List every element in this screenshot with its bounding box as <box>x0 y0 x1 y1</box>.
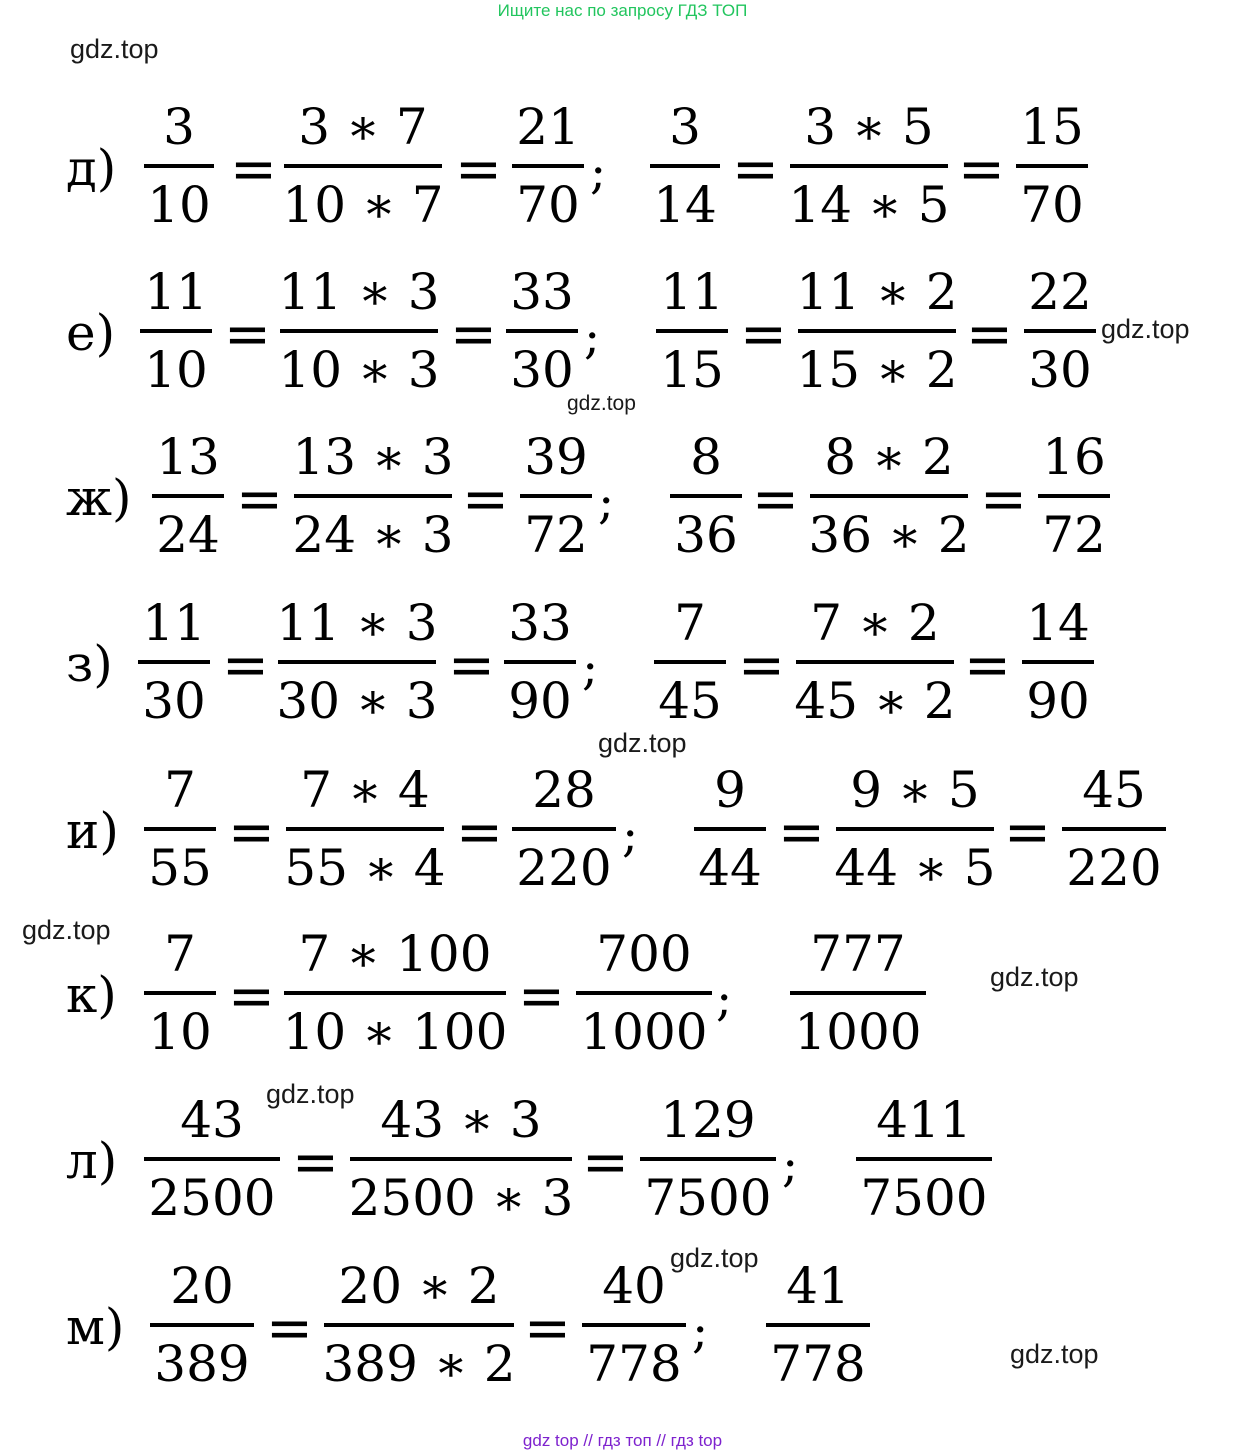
numerator: 13 <box>156 428 220 486</box>
fraction-bar <box>1024 329 1096 333</box>
fraction <box>280 261 438 401</box>
watermark: gdz.top <box>598 728 687 758</box>
equation-row-k <box>0 923 1245 1063</box>
equation-row-i <box>0 759 1245 899</box>
numerator: 8 ∗ 2 <box>824 428 954 486</box>
denominator: 778 <box>586 1335 682 1393</box>
fraction-bar <box>284 164 442 168</box>
fraction-bar <box>796 660 954 664</box>
numerator: 7 <box>164 925 196 983</box>
equals-sign: = <box>228 964 275 1029</box>
denominator: 24 <box>156 506 220 564</box>
equals-sign: = <box>964 633 1011 698</box>
equals-sign: = <box>752 467 799 532</box>
equals-sign: = <box>450 302 497 367</box>
fraction <box>576 923 712 1063</box>
denominator: 36 <box>674 506 738 564</box>
fraction-bar <box>1016 164 1088 168</box>
numerator: 40 <box>602 1257 666 1315</box>
fraction-bar <box>144 827 216 831</box>
denominator: 10 ∗ 3 <box>278 341 440 399</box>
equals-sign: = <box>958 137 1005 202</box>
fraction-bar <box>640 1157 776 1161</box>
equals-sign: = <box>732 137 779 202</box>
semicolon: ; <box>590 144 607 200</box>
numerator: 7 <box>164 761 196 819</box>
numerator: 45 <box>1082 761 1146 819</box>
denominator: 36 ∗ 2 <box>808 506 970 564</box>
numerator: 14 <box>1026 594 1090 652</box>
equals-sign: = <box>456 800 503 865</box>
fraction-bar <box>798 329 956 333</box>
numerator: 411 <box>876 1091 972 1149</box>
fraction-bar <box>582 1323 686 1327</box>
fraction-bar <box>694 827 766 831</box>
row-label: д) <box>66 139 117 197</box>
denominator: 1000 <box>580 1003 708 1061</box>
fraction <box>284 96 442 236</box>
fraction-bar <box>810 494 968 498</box>
denominator: 44 <box>698 839 762 897</box>
equals-sign: = <box>582 1130 629 1195</box>
fraction <box>284 923 506 1063</box>
denominator: 10 <box>148 1003 212 1061</box>
row-label: м) <box>66 1298 125 1356</box>
numerator: 700 <box>596 925 692 983</box>
denominator: 10 <box>144 341 208 399</box>
denominator: 7500 <box>860 1169 988 1227</box>
top-banner[interactable]: Ищите нас по запросу ГДЗ ТОП <box>497 1 748 20</box>
numerator: 11 <box>142 594 206 652</box>
numerator: 22 <box>1028 263 1092 321</box>
fraction-bar <box>512 827 616 831</box>
semicolon: ; <box>782 1137 799 1193</box>
fraction <box>640 1089 776 1229</box>
fraction <box>790 923 926 1063</box>
denominator: 30 <box>510 341 574 399</box>
denominator: 2500 <box>148 1169 276 1227</box>
equals-sign: = <box>966 302 1013 367</box>
equals-sign: = <box>778 800 825 865</box>
equals-sign: = <box>738 633 785 698</box>
fraction <box>1016 96 1088 236</box>
equals-sign: = <box>980 467 1027 532</box>
denominator: 7500 <box>644 1169 772 1227</box>
fraction <box>790 96 948 236</box>
denominator: 14 ∗ 5 <box>788 176 950 234</box>
equation-row-z <box>0 592 1245 732</box>
row-label: з) <box>66 635 113 693</box>
numerator: 43 ∗ 3 <box>380 1091 542 1149</box>
numerator: 3 <box>669 98 701 156</box>
fraction-bar <box>286 827 444 831</box>
numerator: 7 ∗ 100 <box>298 925 492 983</box>
numerator: 7 <box>674 594 706 652</box>
numerator: 13 ∗ 3 <box>292 428 454 486</box>
equals-sign: = <box>448 633 495 698</box>
numerator: 15 <box>1020 98 1084 156</box>
equals-sign: = <box>266 1296 313 1361</box>
denominator: 1000 <box>794 1003 922 1061</box>
fraction <box>144 759 216 899</box>
fraction-bar <box>512 164 584 168</box>
numerator: 33 <box>508 594 572 652</box>
numerator: 11 <box>144 263 208 321</box>
fraction <box>766 1255 870 1395</box>
fraction-bar <box>1062 827 1166 831</box>
fraction <box>856 1089 992 1229</box>
row-label: е) <box>66 304 116 362</box>
numerator: 16 <box>1042 428 1106 486</box>
denominator: 778 <box>770 1335 866 1393</box>
denominator: 72 <box>524 506 588 564</box>
fraction <box>150 1255 254 1395</box>
fraction <box>294 426 452 566</box>
fraction <box>1024 261 1096 401</box>
fraction <box>810 426 968 566</box>
numerator: 20 <box>170 1257 234 1315</box>
numerator: 3 ∗ 5 <box>804 98 934 156</box>
fraction <box>512 759 616 899</box>
equation-row-zh <box>0 426 1245 566</box>
row-label: л) <box>66 1132 118 1190</box>
fraction <box>144 96 214 236</box>
denominator: 10 ∗ 100 <box>282 1003 508 1061</box>
fraction-bar <box>576 991 712 995</box>
denominator: 70 <box>516 176 580 234</box>
watermark: gdz.top <box>266 1079 355 1109</box>
equals-sign: = <box>462 467 509 532</box>
fraction-bar <box>790 164 948 168</box>
numerator: 777 <box>810 925 906 983</box>
fraction <box>656 261 728 401</box>
fraction-bar <box>504 660 576 664</box>
equals-sign: = <box>292 1130 339 1195</box>
fraction <box>138 592 210 732</box>
fraction-bar <box>284 991 506 995</box>
fraction <box>1022 592 1094 732</box>
fraction-bar <box>836 827 994 831</box>
fraction <box>798 261 956 401</box>
fraction-bar <box>766 1323 870 1327</box>
denominator: 90 <box>1026 672 1090 730</box>
fraction-bar <box>144 991 216 995</box>
fraction-bar <box>654 660 726 664</box>
numerator: 11 ∗ 3 <box>276 594 438 652</box>
fraction-bar <box>506 329 578 333</box>
numerator: 41 <box>786 1257 850 1315</box>
watermark: gdz.top <box>990 962 1079 992</box>
denominator: 389 <box>154 1335 250 1393</box>
fraction-bar <box>324 1323 514 1327</box>
fraction-bar <box>140 329 212 333</box>
fraction <box>324 1255 514 1395</box>
watermark: gdz.top <box>567 392 636 415</box>
numerator: 9 ∗ 5 <box>850 761 980 819</box>
semicolon: ; <box>622 807 639 863</box>
denominator: 14 <box>653 176 717 234</box>
denominator: 10 ∗ 7 <box>282 176 444 234</box>
denominator: 2500 ∗ 3 <box>348 1169 574 1227</box>
denominator: 90 <box>508 672 572 730</box>
denominator: 10 <box>147 176 211 234</box>
equals-sign: = <box>455 137 502 202</box>
fraction <box>144 923 216 1063</box>
fraction <box>650 96 720 236</box>
numerator: 7 ∗ 4 <box>300 761 430 819</box>
numerator: 11 <box>660 263 724 321</box>
equals-sign: = <box>222 633 269 698</box>
numerator: 8 <box>690 428 722 486</box>
numerator: 28 <box>532 761 596 819</box>
numerator: 11 ∗ 3 <box>278 263 440 321</box>
watermark: gdz.top <box>670 1243 759 1273</box>
equals-sign: = <box>236 467 283 532</box>
fraction-bar <box>280 329 438 333</box>
fraction-bar <box>856 1157 992 1161</box>
watermark: gdz.top <box>1010 1339 1099 1369</box>
denominator: 45 <box>658 672 722 730</box>
fraction <box>582 1255 686 1395</box>
fraction-bar <box>656 329 728 333</box>
equals-sign: = <box>228 800 275 865</box>
fraction-bar <box>350 1157 572 1161</box>
watermark: gdz.top <box>22 915 111 945</box>
numerator: 33 <box>510 263 574 321</box>
watermark: gdz.top <box>1101 314 1190 344</box>
fraction-bar <box>152 494 224 498</box>
fraction <box>144 1089 280 1229</box>
equals-sign: = <box>740 302 787 367</box>
equation-row-m <box>0 1255 1245 1395</box>
fraction-bar <box>294 494 452 498</box>
equals-sign: = <box>518 964 565 1029</box>
fraction-bar <box>520 494 592 498</box>
fraction <box>796 592 954 732</box>
row-label: ж) <box>66 469 132 527</box>
fraction <box>670 426 742 566</box>
fraction-bar <box>150 1323 254 1327</box>
numerator: 21 <box>516 98 580 156</box>
semicolon: ; <box>582 640 599 696</box>
denominator: 24 ∗ 3 <box>292 506 454 564</box>
fraction-bar <box>1038 494 1110 498</box>
fraction <box>140 261 212 401</box>
fraction-bar <box>138 660 210 664</box>
denominator: 44 ∗ 5 <box>834 839 996 897</box>
equation-row-e <box>0 261 1245 401</box>
equals-sign: = <box>224 302 271 367</box>
numerator: 3 <box>163 98 195 156</box>
equals-sign: = <box>230 137 277 202</box>
denominator: 220 <box>1066 839 1162 897</box>
fraction <box>520 426 592 566</box>
row-label: к) <box>66 966 117 1024</box>
equals-sign: = <box>1004 800 1051 865</box>
fraction-bar <box>1022 660 1094 664</box>
fraction <box>278 592 436 732</box>
footer-links[interactable]: gdz top // гдз топ // гдз top <box>522 1431 723 1450</box>
semicolon: ; <box>716 971 733 1027</box>
denominator: 55 ∗ 4 <box>284 839 446 897</box>
denominator: 30 <box>1028 341 1092 399</box>
semicolon: ; <box>598 474 615 530</box>
denominator: 45 ∗ 2 <box>794 672 956 730</box>
numerator: 9 <box>714 761 746 819</box>
denominator: 70 <box>1020 176 1084 234</box>
fraction-bar <box>278 660 436 664</box>
denominator: 30 ∗ 3 <box>276 672 438 730</box>
fraction <box>654 592 726 732</box>
fraction <box>286 759 444 899</box>
numerator: 3 ∗ 7 <box>298 98 428 156</box>
numerator: 43 <box>180 1091 244 1149</box>
denominator: 389 ∗ 2 <box>322 1335 516 1393</box>
denominator: 15 <box>660 341 724 399</box>
equals-sign: = <box>524 1296 571 1361</box>
row-label: и) <box>66 802 119 860</box>
semicolon: ; <box>692 1303 709 1359</box>
denominator: 220 <box>516 839 612 897</box>
fraction <box>1062 759 1166 899</box>
fraction <box>504 592 576 732</box>
numerator: 129 <box>660 1091 756 1149</box>
fraction-bar <box>650 164 720 168</box>
numerator: 20 ∗ 2 <box>338 1257 500 1315</box>
equation-row-l <box>0 1089 1245 1229</box>
fraction <box>836 759 994 899</box>
denominator: 30 <box>142 672 206 730</box>
fraction-bar <box>790 991 926 995</box>
fraction <box>1038 426 1110 566</box>
fraction <box>506 261 578 401</box>
fraction-bar <box>144 1157 280 1161</box>
numerator: 7 ∗ 2 <box>810 594 940 652</box>
fraction <box>694 759 766 899</box>
semicolon: ; <box>584 309 601 365</box>
watermark: gdz.top <box>70 34 159 64</box>
fraction <box>152 426 224 566</box>
denominator: 55 <box>148 839 212 897</box>
numerator: 11 ∗ 2 <box>796 263 958 321</box>
equation-row-d <box>0 96 1245 236</box>
fraction-bar <box>670 494 742 498</box>
fraction <box>350 1089 572 1229</box>
denominator: 72 <box>1042 506 1106 564</box>
numerator: 39 <box>524 428 588 486</box>
fraction <box>512 96 584 236</box>
denominator: 15 ∗ 2 <box>796 341 958 399</box>
fraction-bar <box>144 164 214 168</box>
